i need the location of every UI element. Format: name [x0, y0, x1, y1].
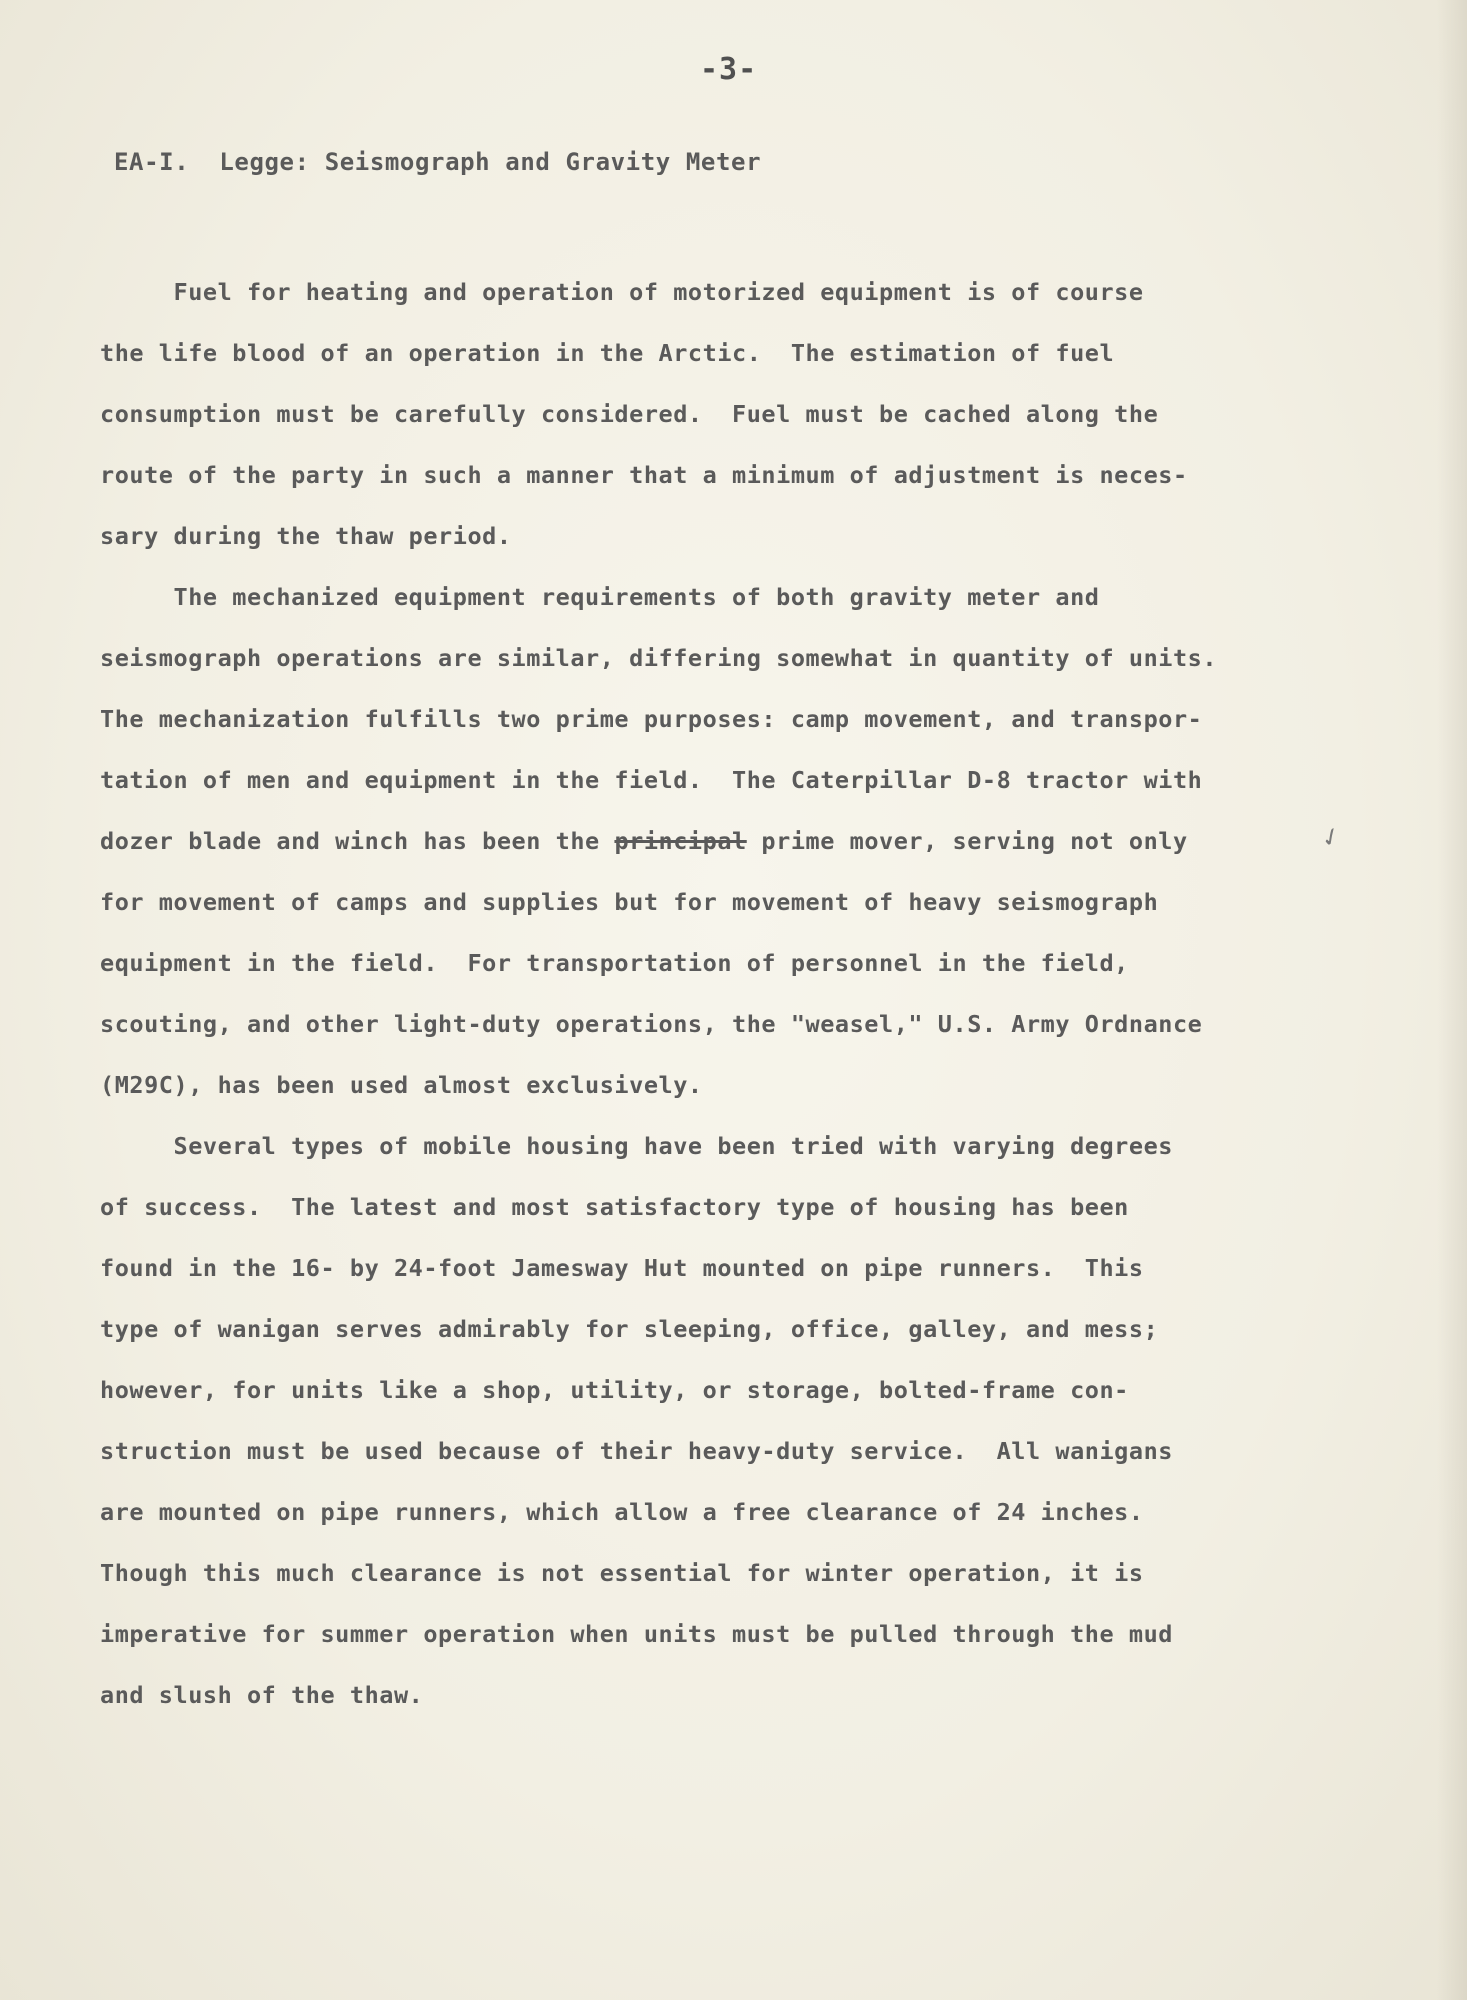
text-line-with-strikethrough [100, 811, 1400, 872]
margin-check-mark: ✓ [1315, 817, 1346, 856]
text-line: for movement of camps and supplies but for movement of heavy seismograph [100, 888, 1159, 916]
line-segment: dozer blade and winch has been the [100, 827, 615, 855]
text-line: (M29C), has been used almost exclusively. [100, 1071, 703, 1099]
text-line: The mechanized equipment requirements of both gravity meter and [100, 583, 1100, 611]
text-line: Fuel for heating and operation of motorized equipment is of course [100, 278, 1144, 306]
paragraph-1 [100, 262, 1400, 567]
line-segment: prime mover, serving not only [746, 827, 1188, 855]
text-line: The mechanization fulfills two prime purposes: camp movement, and transpor- [100, 705, 1203, 733]
paragraph-2 [100, 567, 1400, 1116]
text-line: equipment in the field. For transportation of personnel in the field, [100, 949, 1129, 977]
text-line: are mounted on pipe runners, which allow a free clearance of 24 inches. [100, 1498, 1144, 1526]
page-number: -3- [700, 52, 758, 87]
text-line: sary during the thaw period. [100, 522, 512, 550]
text-line: scouting, and other light-duty operations, the "weasel," U.S. Army Ordnance [100, 1010, 1203, 1038]
text-line: however, for units like a shop, utility, or storage, bolted-frame con- [100, 1376, 1129, 1404]
text-line: tation of men and equipment in the field. The Caterpillar D-8 tractor with [100, 766, 1203, 794]
text-line: consumption must be carefully considered. Fuel must be cached along the [100, 400, 1159, 428]
text-line: Several types of mobile housing have been tried with varying degrees [100, 1132, 1173, 1160]
section-heading: EA-I. Legge: Seismograph and Gravity Meter [114, 148, 762, 176]
paragraph-3 [100, 1116, 1400, 1726]
text-line: found in the 16- by 24-foot Jamesway Hut mounted on pipe runners. This [100, 1254, 1144, 1282]
text-line: of success. The latest and most satisfactory type of housing has been [100, 1193, 1129, 1221]
text-line: imperative for summer operation when units must be pulled through the mud [100, 1620, 1173, 1648]
text-line: Though this much clearance is not essential for winter operation, it is [100, 1559, 1144, 1587]
text-line: seismograph operations are similar, differing somewhat in quantity of units. [100, 644, 1218, 672]
struck-word: principal [614, 827, 747, 855]
text-line: the life blood of an operation in the Arctic. The estimation of fuel [100, 339, 1115, 367]
text-line: type of wanigan serves admirably for sleeping, office, galley, and mess; [100, 1315, 1159, 1343]
text-line: struction must be used because of their heavy-duty service. All wanigans [100, 1437, 1173, 1465]
body-text [100, 262, 1400, 1726]
text-line: route of the party in such a manner that a minimum of adjustment is neces- [100, 461, 1188, 489]
page-edge-shadow [1437, 0, 1467, 2000]
text-line: and slush of the thaw. [100, 1681, 424, 1709]
